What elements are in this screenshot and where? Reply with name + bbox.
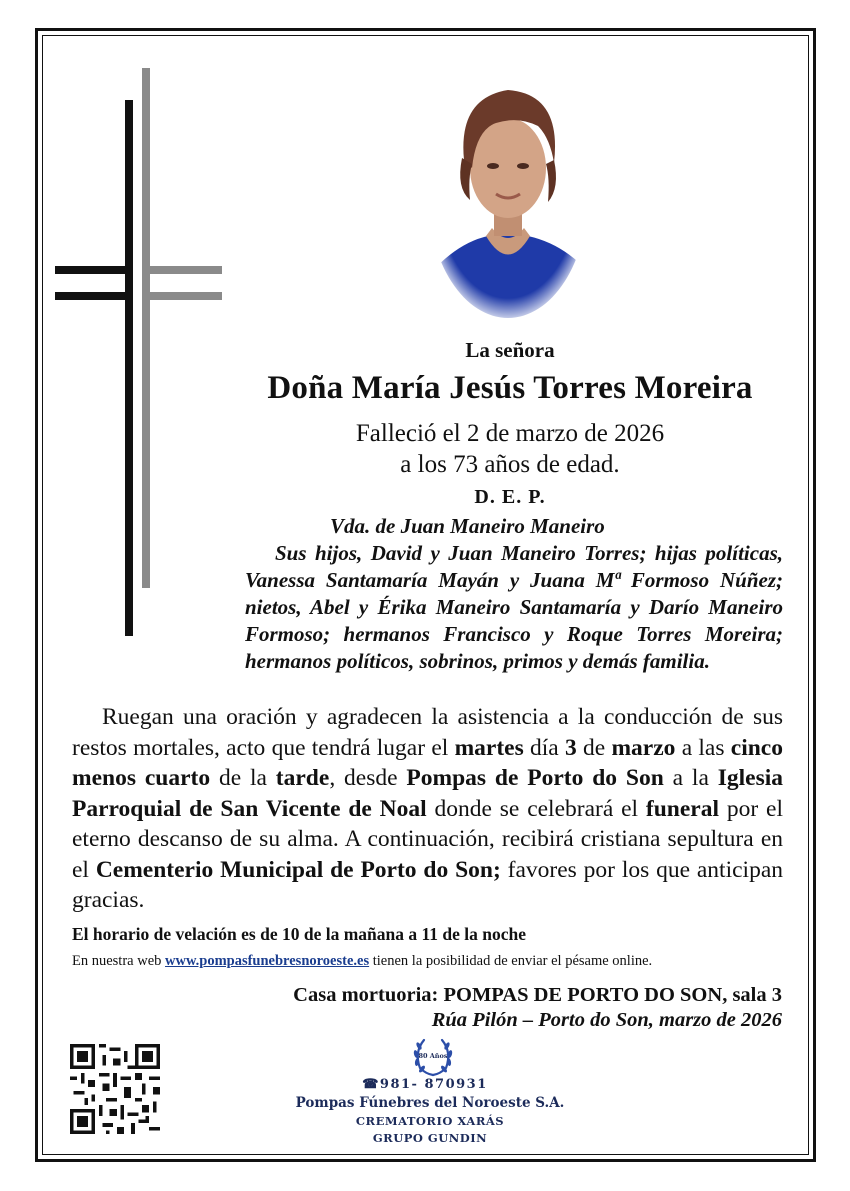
crematorium-name: CREMATORIO XARÁS <box>355 1114 505 1128</box>
family-list: Sus hijos, David y Juan Maneiro Torres; hijas políticas, Vanessa Santamaría Mayán y Juana Mª Formoso Núñez; nietos, Abel y Érika Maneiro Santamaría y Darío Maneiro Formoso; hermanos Francisco y Roque Torres Moreira; hermanos políticos, sobrinos, primos y demás familia. <box>245 541 783 673</box>
intro-line: La señora <box>465 338 555 362</box>
place-date: Rúa Pilón – Porto do Son, marzo de 2026 <box>431 1009 782 1031</box>
website-link[interactable]: www.pompasfunebresnoroeste.es <box>165 953 370 969</box>
deceased-name: Doña María Jesús Torres Moreira <box>267 370 753 406</box>
phone-icon: ☎ <box>362 1077 380 1092</box>
deceased-portrait <box>426 68 590 320</box>
mortuary-line: Casa mortuoria: POMPAS DE PORTO DO SON, sala 3 <box>293 984 782 1006</box>
company-name: Pompas Fúnebres del Noroeste S.A. <box>295 1095 565 1111</box>
rip-line: D. E. P. <box>474 486 546 508</box>
logo-text: 80 Años <box>418 1052 448 1060</box>
widow-line: Vda. de Juan Maneiro Maneiro <box>330 514 605 538</box>
laurel-logo-icon <box>410 1036 456 1078</box>
web-condolence-line: En nuestra web www.pompasfunebresnoroeste.es tienen la posibilidad de enviar el pésame online. <box>72 953 653 969</box>
company-phone: ☎981- 870931 <box>362 1077 488 1092</box>
age-line: a los 73 años de edad. <box>400 451 620 478</box>
qr-code[interactable] <box>70 1044 160 1134</box>
death-date-line: Falleció el 2 de marzo de 2026 <box>355 420 665 447</box>
group-name: GRUPO GUNDIN <box>372 1131 488 1145</box>
ceremony-paragraph: Ruegan una oración y agradecen la asistencia a la conducción de sus restos mortales, acto que tendrá lugar el martes día 3 de marzo a las cinco menos cuarto de la tarde, desde Pompas de Porto do Son a la Iglesia Parroquial de San Vicente de Noal donde se celebrará el funeral por el eterno descanso de su alma. A continuación, recibirá cristiana sepultura en el Cementerio Municipal de Porto do Son; favores por los que anticipan gracias. <box>72 704 784 913</box>
vigil-hours: El horario de velación es de 10 de la mañana a 11 de la noche <box>72 924 527 944</box>
